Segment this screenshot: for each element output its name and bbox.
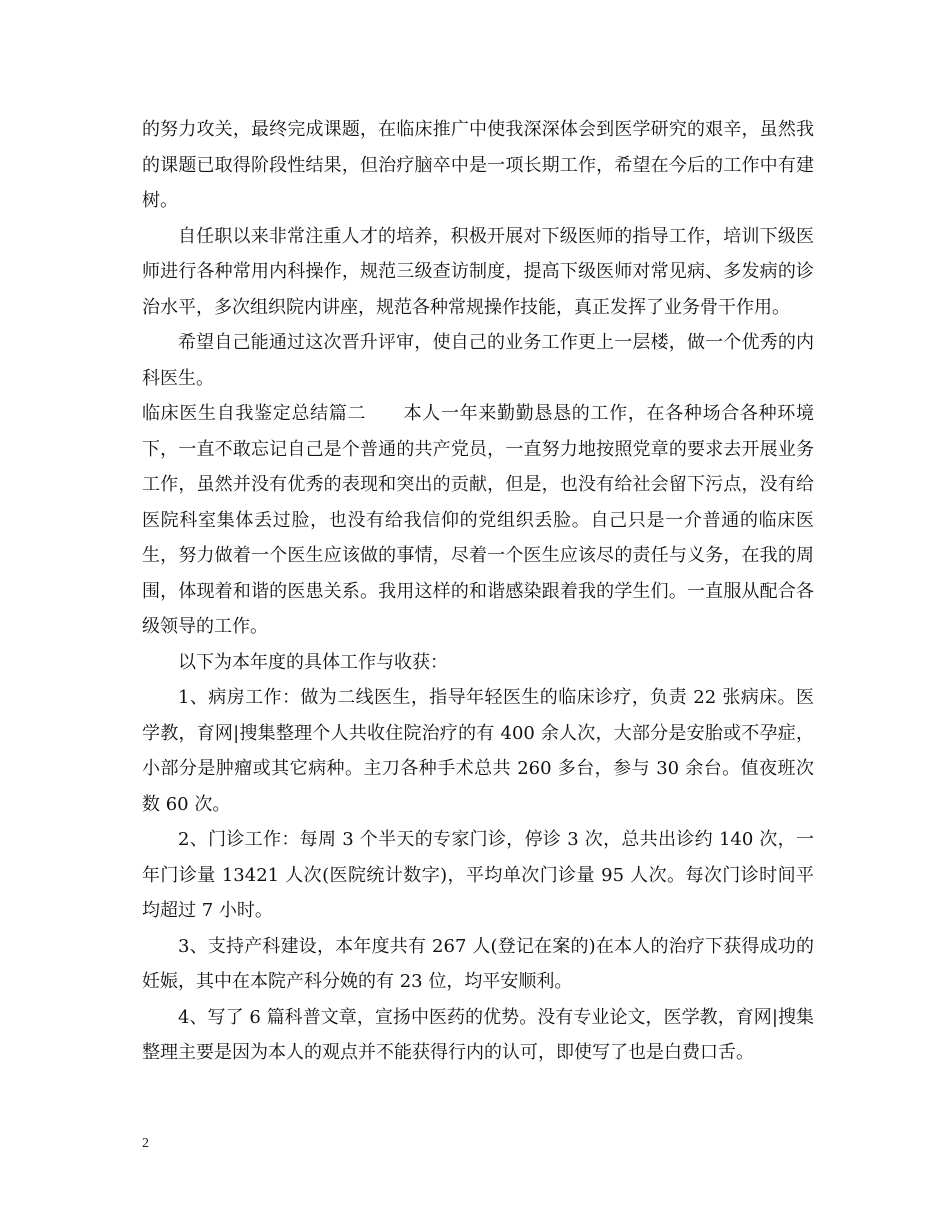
paragraph-articles: 4、写了 6 篇科普文章，宣扬中医药的优势。没有专业论文，医学教，育网|搜集整理主要是因为本人的观点并不能获得行内的认可，即使写了也是白费口舌。 <box>142 1006 814 1063</box>
document-body <box>142 112 814 1071</box>
paragraph-talent-training: 自任职以来非常注重人才的培养，积极开展对下级医师的指导工作，培训下级医师进行各种常用内科操作，规范三级查访制度，提高下级医师对常见病、多发病的诊治水平，多次组织院内讲座，规范各种常规操作技能，真正发挥了业务骨干作用。 <box>142 225 814 318</box>
paragraph-continuation: 的努力攻关，最终完成课题，在临床推广中使我深深体会到医学研究的艰辛，虽然我的课题已取得阶段性结果，但治疗脑卒中是一项长期工作，希望在今后的工作中有建树。 <box>142 119 814 211</box>
page-number: 2 <box>142 1136 149 1151</box>
paragraph-outpatient-work: 2、门诊工作：每周 3 个半天的专家门诊，停诊 3 次，总共出诊约 140 次，一年门诊量 13421 人次(医院统计数字)，平均单次门诊量 95 人次。每次门诊时间平均超过 7 小时。 <box>142 829 814 921</box>
paragraph-promotion-hope: 希望自己能通过这次晋升评审，使自己的业务工作更上一层楼，做一个优秀的内科医生。 <box>142 332 814 389</box>
paragraph-ward-work: 1、病房工作：做为二线医生，指导年轻医生的临床诊疗，负责 22 张病床。医学教，育网|搜集整理个人共收住院治疗的有 400 余人次，大部分是安胎或不孕症，小部分是肿瘤或其它病种。主刀各种手术总共 260 多台，参与 30 余台。值夜班次数 60 次。 <box>142 687 814 815</box>
paragraph-work-summary-lead: 以下为本年度的具体工作与收获： <box>178 651 448 673</box>
paragraph-obstetrics-support: 3、支持产科建设，本年度共有 267 人(登记在案的)在本人的治疗下获得成功的妊娠，其中在本院产科分娩的有 23 位，均平安顺利。 <box>142 935 814 992</box>
paragraph-section-two-intro: 临床医生自我鉴定总结篇二 本人一年来勤勤恳恳的工作，在各种场合各种环境下，一直不敢忘记自己是个普通的共产党员，一直努力地按照党章的要求去开展业务工作，虽然并没有优秀的表现和突出的贡献，但是，也没有给社会留下污点，没有给医院科室集体丢过脸，也没有给我信仰的党组织丢脸。自己只是一介普通的临床医生，努力做着一个医生应该做的事情，尽着一个医生应该尽的责任与义务，在我的周围，体现着和谐的医患关系。我用这样的和谐感染跟着我的学生们。一直服从配合各级领导的工作。 <box>142 403 814 637</box>
